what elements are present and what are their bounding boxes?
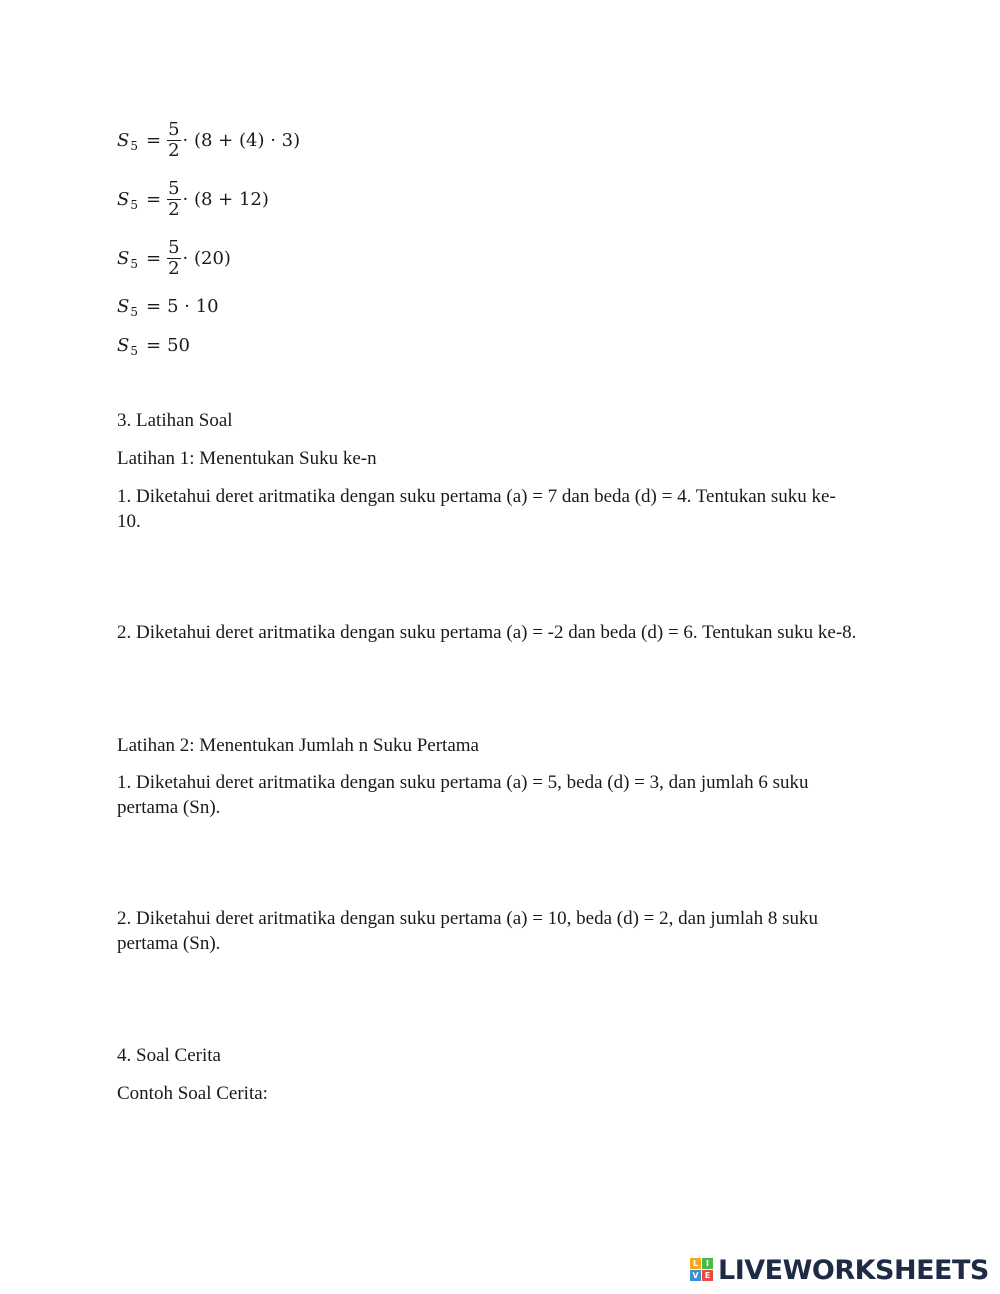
section-4-subtitle: Contoh Soal Cerita: bbox=[117, 1083, 268, 1104]
expression: · (8 + (4) · 3) bbox=[182, 130, 301, 151]
equation-line-3 bbox=[117, 238, 231, 279]
equals-sign: = bbox=[145, 189, 162, 210]
sum-variable: S bbox=[117, 189, 130, 210]
logo-tile-l: L bbox=[690, 1258, 701, 1269]
sum-variable: S bbox=[117, 296, 130, 317]
sum-subscript: 5 bbox=[130, 304, 138, 319]
sum-subscript: 5 bbox=[130, 343, 138, 358]
fraction: $\frac{5}{2}$ bbox=[168, 237, 180, 279]
latihan-1-title: Latihan 1: Menentukan Suku ke-n bbox=[117, 448, 377, 469]
liveworksheets-logo-text: LIVEWORKSHEETS bbox=[718, 1254, 989, 1286]
equation-line-4 bbox=[117, 296, 219, 317]
equals-sign: = bbox=[145, 130, 162, 151]
liveworksheets-logo bbox=[690, 1255, 990, 1285]
latihan-1-question-2: 2. Diketahui deret aritmatika dengan suku pertama (a) = -2 dan beda (d) = 6. Tentukan suku ke-8. bbox=[117, 622, 857, 643]
sum-variable: S bbox=[117, 248, 130, 269]
expression: · (8 + 12) bbox=[182, 189, 269, 210]
equation-line-5 bbox=[117, 335, 190, 356]
equals-sign: = bbox=[145, 248, 162, 269]
logo-tile-i: I bbox=[702, 1258, 713, 1269]
latihan-2-question-1-line-2: pertama (Sn). bbox=[117, 797, 221, 818]
section-3-title: 3. Latihan Soal bbox=[117, 410, 233, 431]
expression: · (20) bbox=[182, 248, 231, 269]
equals-sign: = bbox=[145, 296, 162, 317]
sum-subscript: 5 bbox=[130, 256, 138, 271]
latihan-2-question-2-line-2: pertama (Sn). bbox=[117, 933, 221, 954]
sum-subscript: 5 bbox=[130, 197, 138, 212]
sum-variable: S bbox=[117, 335, 130, 356]
liveworksheets-logo-icon bbox=[690, 1258, 714, 1282]
expression: 5 · 10 bbox=[167, 296, 219, 317]
latihan-2-title: Latihan 2: Menentukan Jumlah n Suku Pertama bbox=[117, 735, 479, 756]
latihan-2-question-1-line-1: 1. Diketahui deret aritmatika dengan suku pertama (a) = 5, beda (d) = 3, dan jumlah 6 suku bbox=[117, 772, 809, 793]
section-4-title: 4. Soal Cerita bbox=[117, 1045, 221, 1066]
expression: 50 bbox=[167, 335, 190, 356]
equation-line-2 bbox=[117, 179, 269, 220]
logo-tile-v: V bbox=[690, 1270, 701, 1281]
equals-sign: = bbox=[145, 335, 162, 356]
latihan-1-question-1-line-2: 10. bbox=[117, 511, 141, 532]
latihan-1-question-1-line-1: 1. Diketahui deret aritmatika dengan suku pertama (a) = 7 dan beda (d) = 4. Tentukan suku ke- bbox=[117, 486, 836, 507]
equation-line-1 bbox=[117, 120, 300, 161]
fraction: $\frac{5}{2}$ bbox=[168, 178, 180, 220]
latihan-2-question-2-line-1: 2. Diketahui deret aritmatika dengan suku pertama (a) = 10, beda (d) = 2, dan jumlah 8 suku bbox=[117, 908, 818, 929]
sum-variable: S bbox=[117, 130, 130, 151]
logo-tile-e: E bbox=[702, 1270, 713, 1281]
sum-subscript: 5 bbox=[130, 138, 138, 153]
fraction: $\frac{5}{2}$ bbox=[168, 119, 180, 161]
